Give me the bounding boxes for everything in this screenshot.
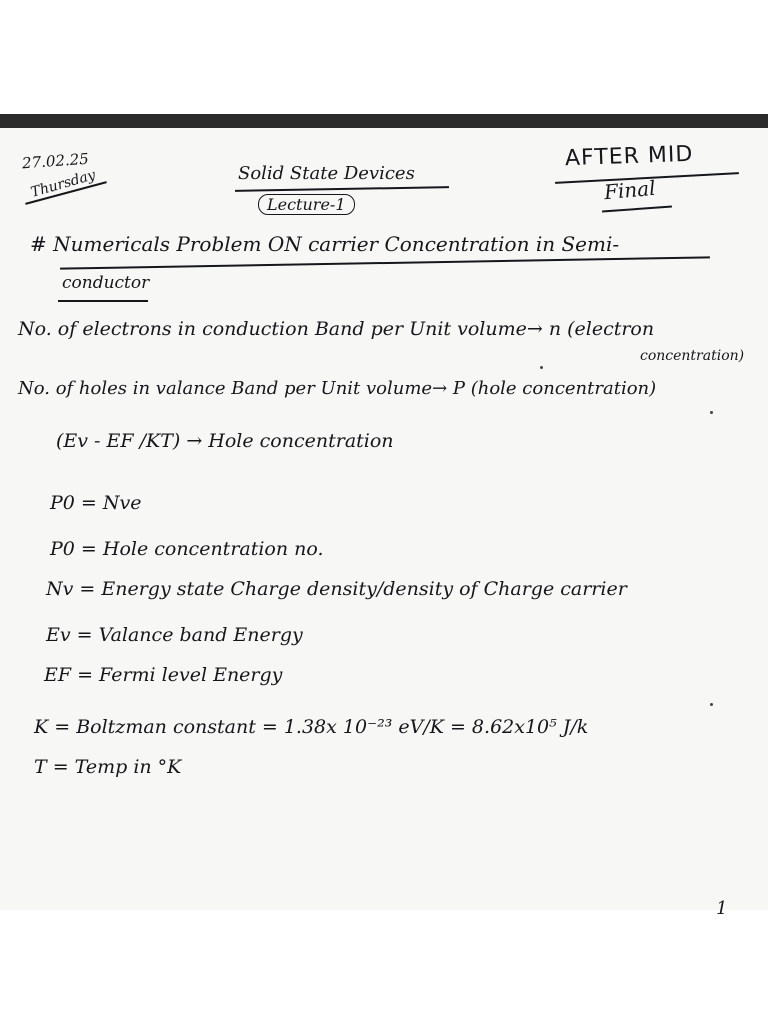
note-line: No. of holes in valance Band per Unit volume→ P (hole concentration) [18,378,657,399]
note-line: K = Boltzman constant = 1.38x 10⁻²³ eV/K = 8.62x10⁵ J/k [34,716,589,738]
subject-underline [235,186,449,192]
note-line: P0 = Nve [50,492,142,514]
note-line: T = Temp in °K [34,756,182,778]
heading-underline [60,256,710,269]
heading-line-2: conductor [62,273,150,293]
note-line: Ev = Valance band Energy [46,624,303,646]
lecture-label: Lecture-1 [258,194,355,215]
final-label: Final [603,175,657,205]
notebook-page [0,114,768,919]
after-mid-label: AFTER MID [564,141,694,172]
ink-dot [710,411,713,414]
day: Thursday [29,167,98,201]
ink-dot [710,703,713,706]
heading2-underline [58,300,148,302]
note-line: concentration) [640,348,745,364]
date: 27.02.25 [21,149,90,173]
note-line: P0 = Hole concentration no. [50,538,324,560]
heading-line-1: # Numericals Problem ON carrier Concentration in Semi- [30,232,620,256]
note-line: (Ev - EF /KT) → Hole concentration [56,430,394,452]
note-line: No. of electrons in conduction Band per Unit volume→ n (electron [18,318,655,340]
page-number: 1 [716,898,728,919]
note-line: Nv = Energy state Charge density/density of Charge carrier [46,578,627,600]
ink-dot [540,366,543,369]
subject-title: Solid State Devices [238,163,415,184]
final-underline [602,206,672,213]
note-line: EF = Fermi level Energy [44,664,283,686]
